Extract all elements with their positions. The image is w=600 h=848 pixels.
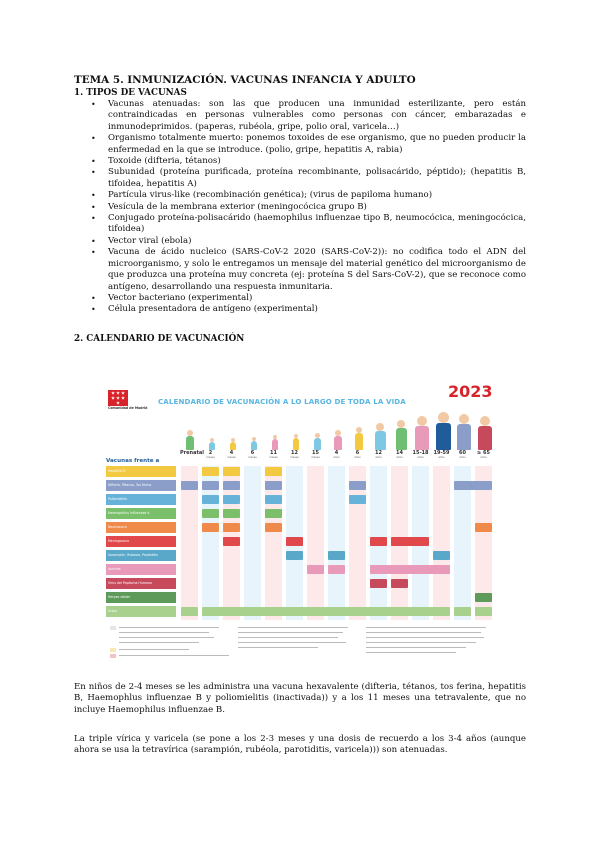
dose-cell: [370, 537, 387, 546]
person-figure: [267, 435, 283, 450]
vaccine-row: [106, 606, 496, 617]
madrid-flag-icon: [108, 390, 128, 406]
list-item: • Vector viral (ebola): [108, 236, 526, 247]
list-item: • Subunidad (proteína purificada, proteína recombinante, polisacárido, péptido); (hepatitis B, tifoidea, hepatitis A): [108, 167, 526, 190]
vaccine-row-label: Virus del Papiloma Humano: [106, 578, 176, 589]
list-item: • Vesícula de la membrana exterior (meningocócica grupo B): [108, 202, 526, 213]
list-item: • Vacunas atenuadas: son las que producen una inmunidad esterilizante, pero están contraindicadas en personas vulnerables como personas con cáncer, embarazadas e inmunodeprimidos. (paperas, rubéola, gripe, polio oral, varicela…): [108, 99, 526, 133]
age-column-label: 12 meses: [290, 450, 299, 459]
calendar-title: CALENDARIO DE VACUNACIÓN A LO LARGO DE TODA LA VIDA: [158, 397, 406, 406]
section-heading-tipos: 1. TIPOS DE VACUNAS: [74, 88, 187, 98]
dose-cell: [433, 551, 450, 560]
age-column-label: 4 meses: [227, 450, 236, 459]
vaccine-row-label: Herpes zóster: [106, 592, 176, 603]
person-figure: [435, 412, 451, 450]
dose-cell: [328, 551, 345, 560]
age-column-label: Prenatal: [180, 450, 204, 456]
person-figure: [456, 414, 472, 450]
person-figure: [246, 437, 262, 450]
paragraph-hexavalente: En niños de 2-4 meses se les administra una vacuna hexavalente (difteria, tétanos, tos ferina, hepatitis B, Haemophlus influenzae B y poliomielitis (inactivada)) y a los 11 meses una tetravalente, que no incluye Haemophilus influenzae B.: [74, 682, 526, 715]
madrid-logo: [108, 390, 148, 424]
person-figure: [225, 438, 241, 450]
dose-cell: [286, 551, 303, 560]
dose-cell: [307, 565, 324, 574]
dose-cell: [181, 607, 198, 616]
age-column-label: 14 años: [396, 450, 403, 459]
dose-cell: [475, 523, 492, 532]
dose-cell: [265, 495, 282, 504]
vaccine-row: [106, 564, 496, 575]
dose-cell: [223, 495, 240, 504]
dose-cell: [223, 467, 240, 476]
dose-cell: [391, 537, 429, 546]
dose-cell: [454, 607, 471, 616]
vaccine-row-label: Varicela: [106, 564, 176, 575]
age-column-label: 6 meses: [248, 450, 257, 459]
dose-cell: [454, 481, 492, 490]
vaccine-row-label: Gripe: [106, 606, 176, 617]
person-figure: [204, 438, 220, 450]
dose-cell: [328, 565, 345, 574]
vaccine-row: [106, 522, 496, 533]
calendar-year: 2023: [448, 382, 493, 401]
person-figure: [477, 416, 493, 450]
list-item: • Conjugado proteína-polisacárido (haemophilus influenzae tipo B, neumocócica, meningocócica, tifoidea): [108, 213, 526, 236]
list-item: • Partícula virus-like (recombinación genética); (virus de papiloma humano): [108, 190, 526, 201]
section-heading-calendario: 2. CALENDARIO DE VACUNACIÓN: [74, 333, 245, 344]
vaccine-row-label: Meningococo: [106, 536, 176, 547]
dose-cell: [265, 467, 282, 476]
dose-cell: [370, 579, 387, 588]
list-item: • Célula presentadora de antígeno (experimental): [108, 304, 526, 315]
dose-cell: [223, 509, 240, 518]
age-column-label: 6 años: [354, 450, 361, 459]
list-item: • Vacuna de ácido nucleico (SARS-CoV-2 2020 (SARS-CoV-2)): no codifica todo el ADN del microorganismo, y solo le entregamos un mensaje del material genético del microorganismo de que produzca una proteína muy concreta (ej: proteína S del Sars-CoV-2), que se reconoce como antígeno, desarrollando una respuesta inmunitaria.: [108, 247, 526, 293]
person-figure: [372, 423, 388, 450]
age-column-label: 12 años: [375, 450, 382, 459]
age-column-label: 2 meses: [206, 450, 215, 459]
vaccine-row-label: Hepatitis B: [106, 466, 176, 477]
people-illustration: [180, 410, 496, 450]
dose-cell: [265, 509, 282, 518]
calendar-footnotes: [110, 624, 494, 660]
list-item: • Toxoide (difteria, tétanos): [108, 156, 526, 167]
dose-cell: [223, 537, 240, 546]
vaccine-row: [106, 578, 496, 589]
vaccine-row: [106, 466, 496, 477]
person-figure: [393, 420, 409, 450]
dose-cell: [202, 495, 219, 504]
vaccination-calendar-image: [106, 384, 496, 662]
vaccine-row: [106, 550, 496, 561]
dose-cell: [265, 481, 282, 490]
person-figure: [330, 430, 346, 450]
dose-cell: [370, 565, 450, 574]
dose-cell: [223, 523, 240, 532]
dose-cell: [349, 495, 366, 504]
dose-cell: [265, 523, 282, 532]
vaccine-row-label: Neumococo: [106, 522, 176, 533]
age-column-label: 15 meses: [311, 450, 320, 459]
vaccine-row-label: Haemophilus influenzae b: [106, 508, 176, 519]
dose-cell: [202, 481, 219, 490]
age-column-label: 15-18 años: [412, 450, 429, 459]
dose-cell: [202, 509, 219, 518]
dose-cell: [475, 607, 492, 616]
vacunas-frente-label: Vacunas frente a: [106, 458, 160, 464]
dose-cell: [223, 481, 240, 490]
age-column-label: 11 meses: [269, 450, 278, 459]
person-figure: [414, 416, 430, 450]
paragraph-triple-virica: La triple vírica y varicela (se pone a los 2-3 meses y una dosis de recuerdo a los 3-4 años (aunque ahora se usa la tetravírica (sarampión, rubéola, parotiditis, varicela))) son atenuadas.: [74, 734, 526, 756]
vaccine-types-list: [74, 99, 526, 316]
vaccine-row-label: Sarampión, Rubeola, Parotiditis: [106, 550, 176, 561]
vaccine-row: [106, 494, 496, 505]
age-column-label: 60 años: [459, 450, 466, 459]
vaccine-row: [106, 536, 496, 547]
dose-cell: [181, 481, 198, 490]
vaccine-row: [106, 480, 496, 491]
dose-cell: [202, 467, 219, 476]
person-figure: [351, 427, 367, 450]
vaccine-row-label: Difteria, Tétanos, Tos ferina: [106, 480, 176, 491]
age-column-label: 19-59 años: [433, 450, 450, 459]
age-column-label: 4 años: [333, 450, 340, 459]
age-column-label: ≥ 65 años: [477, 450, 490, 459]
dose-cell: [391, 579, 408, 588]
person-figure: [182, 430, 198, 450]
list-item: • Vector bacteriano (experimental): [108, 293, 526, 304]
person-figure: [309, 433, 325, 450]
page-title: TEMA 5. INMUNIZACIÓN. VACUNAS INFANCIA Y ADULTO: [74, 74, 416, 86]
vaccine-row-label: Poliomielitis: [106, 494, 176, 505]
dose-cell: [202, 523, 219, 532]
logo-text: Comunidad de Madrid: [108, 406, 148, 410]
list-item: • Organismo totalmente muerto: ponemos toxoides de ese organismo, que no pueden producir la enfermedad en la que se introduce. (polio, gripe, hepatitis A, rabia): [108, 133, 526, 156]
document-page: [74, 74, 526, 756]
dose-cell: [286, 537, 303, 546]
dose-cell: [349, 481, 366, 490]
dose-cell: [202, 607, 450, 616]
vaccine-row: [106, 592, 496, 603]
person-figure: [288, 434, 304, 450]
vaccine-row: [106, 508, 496, 519]
age-header: [180, 450, 496, 464]
dose-cell: [475, 593, 492, 602]
